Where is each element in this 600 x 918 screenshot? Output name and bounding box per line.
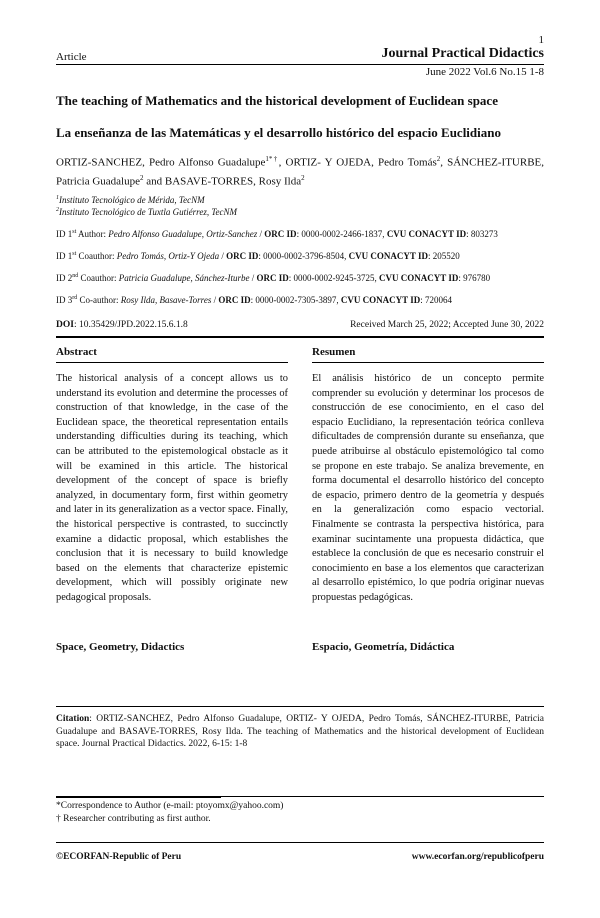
received-date: Received March 25, 2022; Accepted June 30, 2022 [350,320,544,330]
affiliation-1: $^1$Instituto Tecnológico de Mérida, TecNM [56,195,205,205]
resumen-heading: Resumen [312,346,356,358]
title-spanish: La enseñanza de las Matemáticas y el desarrollo histórico del espacio Euclidiano [56,125,501,140]
affiliation-2: $^2$Instituto Tecnológico de Tuxtla Gutiérrez, TecNM [56,207,237,217]
author-id-line: ID 1st Author: Pedro Alfonso Guadalupe, Ortiz-Sanchez / ORC ID: 0000-0002-2466-1837, CVU CONACYT ID: 803273 [56,229,498,239]
column-rule [312,362,544,363]
publisher-url[interactable]: www.ecorfan.org/republicofperu [411,852,544,862]
issue-info: June 2022 Vol.6 No.15 1-8 [425,66,544,78]
journal-name: Journal Practical Didactics [381,46,544,61]
keywords-english: Space, Geometry, Didactics [56,641,185,653]
keywords-spanish: Espacio, Geometría, Didáctica [312,641,455,653]
author-id-line: ID 1st Coauthor: Pedro Tomás, Ortiz-Y Ojeda / ORC ID: 0000-0002-3796-8504, CVU CONACYT ID: 205520 [56,251,460,261]
abstract-heading: Abstract [56,346,97,358]
title-english: The teaching of Mathematics and the historical development of Euclidean space [56,93,498,108]
column-rule [56,362,288,363]
author-id-line: ID 2nd Coauthor: Patricia Guadalupe, Sánchez-Iturbe / ORC ID: 0000-0002-9245-3725, CVU CONACYT ID: 976780 [56,273,491,283]
publisher: ©ECORFAN-Republic of Peru [56,852,182,862]
footer-rule [56,842,544,843]
doi: DOI: 10.35429/JPD.2022.15.6.1.8 [56,320,188,330]
article-type: Article [56,51,87,63]
abstract-text: The historical analysis of a concept allows us to understand its evolution and determine the processes of construction of that knowledge, in the case of the Euclidean space, the theoretical representation entails understanding difficulties during its teaching, which can be attributed to the epistemological obstacle as it will be examined in this article. The historical development of the concept of space is briefly analyzed, in documentary form, first within geometry and later in its generalization as a vector space. Finally, the historical perspective is contrasted, to succinctly examine a didactic proposal, which establishes the conclusion that it is necessary to build knowledge based on the elements that characterize epistemic development, which will possibly originate new pedagogical proposals. [56,373,288,603]
footnote-rule [56,797,221,798]
section-rule [56,336,544,338]
correspondence-footnote: *Correspondence to Author (e-mail: ptoyomx@yahoo.com) [56,801,284,811]
header-rule [56,64,544,65]
resumen-text: El análisis histórico de un concepto permite comprender su evolución y determinar los procesos de construcción de ese conocimiento, en el caso del espacio Euclidiano, la representación teórica conlleva dificultades de comprensión durante su enseñanza, que puede atribuirse al obstáculo epistemológico tal como se propone en este trabajo. Se analiza brevemente, en forma documental el desarrollo histórico del concepto de espacio, primero dentro de la geometría y después en la generalización como espacio vectorial. Finalmente se contrasta la perspectiva histórica, para examinar sucintamente una propuesta didáctica, que establece la conclusión de que es necesario construir el conocimiento en base a los elementos que caracterizan al desarrollo epistémico, lo que podría originar nuevas propuestas pedagógicas. [312,373,544,603]
contribution-footnote: † Researcher contributing as first author. [56,814,211,824]
author-list: ORTIZ-SANCHEZ, Pedro Alfonso Guadalupe$^{1*\dagger}$, ORTIZ- Y OJEDA, Pedro Tomás$^2$, SÁNCHEZ-ITURBE, Patricia Guadalupe$^2$ and BASAVE-TORRES, Rosy Ilda$^2$ [56,155,545,188]
citation: Citation: ORTIZ-SANCHEZ, Pedro Alfonso Guadalupe, ORTIZ- Y OJEDA, Pedro Tomás, SÁNCHEZ-ITURBE, Patricia Guadalupe and BASAVE-TORRES, Rosy Ilda. The teaching of Mathematics and the historical development of Euclidean space. Journal Practical Didactics. 2022, 6-15: 1-8 [56,714,544,749]
page-number: 1 [538,34,544,46]
author-id-line: ID 3rd Co-author: Rosy Ilda, Basave-Torres / ORC ID: 0000-0002-7305-3897, CVU CONACYT ID: 720064 [56,295,452,305]
doi-row [56,320,544,330]
citation-rule [56,706,544,707]
